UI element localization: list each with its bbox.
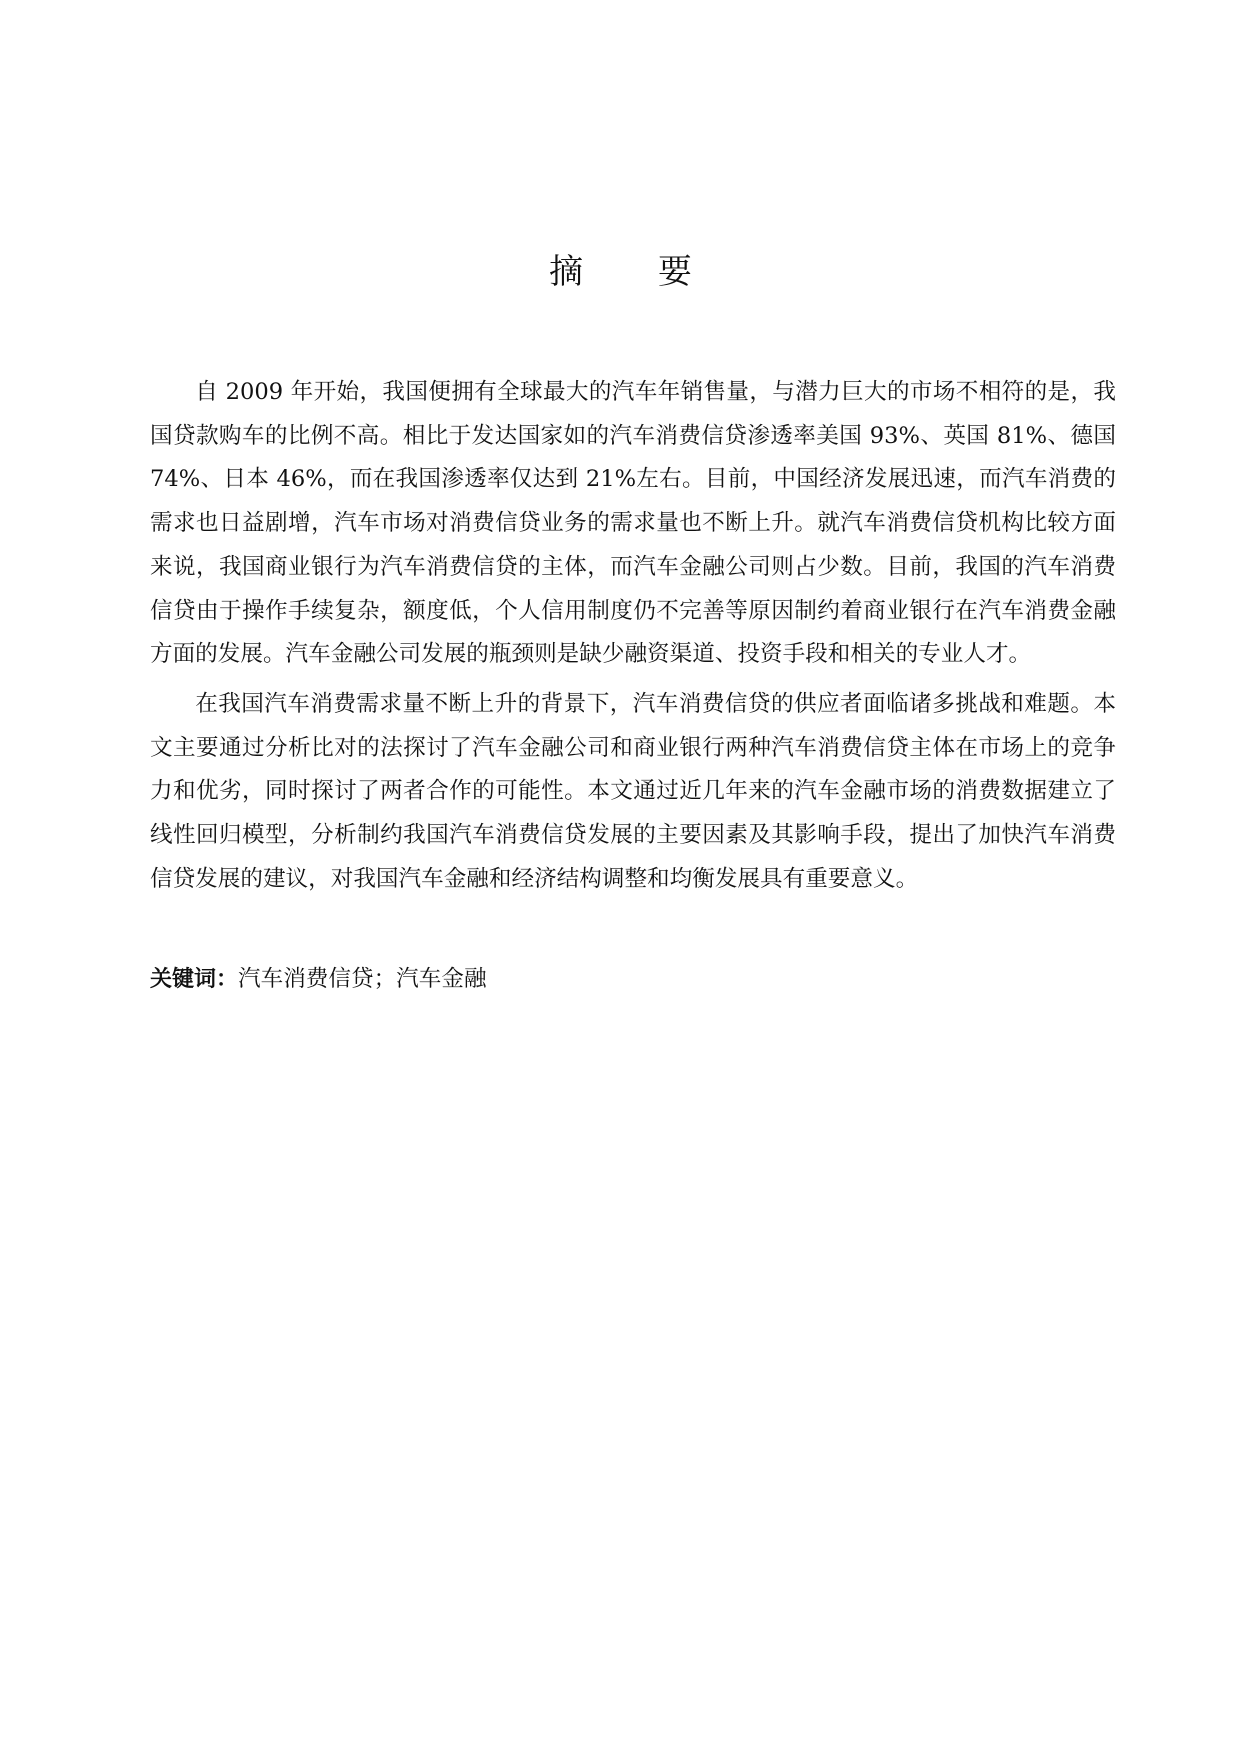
keywords-value: 汽车消费信贷；汽车金融 <box>238 966 487 992</box>
keywords-label: 关键词： <box>150 967 239 992</box>
abstract-body <box>150 371 1116 907</box>
abstract-paragraph-2: 在我国汽车消费需求量不断上升的背景下，汽车消费信贷的供应者面临诸多挑战和难题。本文主要通过分析比对的法探讨了汽车金融公司和商业银行两种汽车消费信贷主体在市场上的竞争力和优劣，同时探讨了两者合作的可能性。本文通过近几年来的汽车金融市场的消费数据建立了线性回归模型，分析制约我国汽车消费信贷发展的主要因素及其影响手段，提出了加快汽车消费信贷发展的建议，对我国汽车金融和经济结构调整和均衡发展具有重要意义。 <box>150 690 1116 892</box>
abstract-paragraph-1: 自 2009 年开始，我国便拥有全球最大的汽车年销售量，与潜力巨大的市场不相符的是，我国贷款购车的比例不高。相比于发达国家如的汽车消费信贷渗透率美国 93%、英国 81%、德国 74%、日本 46%，而在我国渗透率仅达到 21%左右。目前，中国经济发展迅速，而汽车消费的需求也日益剧增，汽车市场对消费信贷业务的需求量也不断上升。就汽车消费信贷机构比较方面来说，我国商业银行为汽车消费信贷的主体，而汽车金融公司则占少数。目前，我国的汽车消费信贷由于操作手续复杂，额度低，个人信用制度仍不完善等原因制约着商业银行在汽车消费金融方面的发展。汽车金融公司发展的瓶颈则是缺少融资渠道、投资手段和相关的专业人才。 <box>150 379 1116 668</box>
keywords-line <box>150 962 1116 997</box>
abstract-title: 摘 要 <box>549 252 724 292</box>
